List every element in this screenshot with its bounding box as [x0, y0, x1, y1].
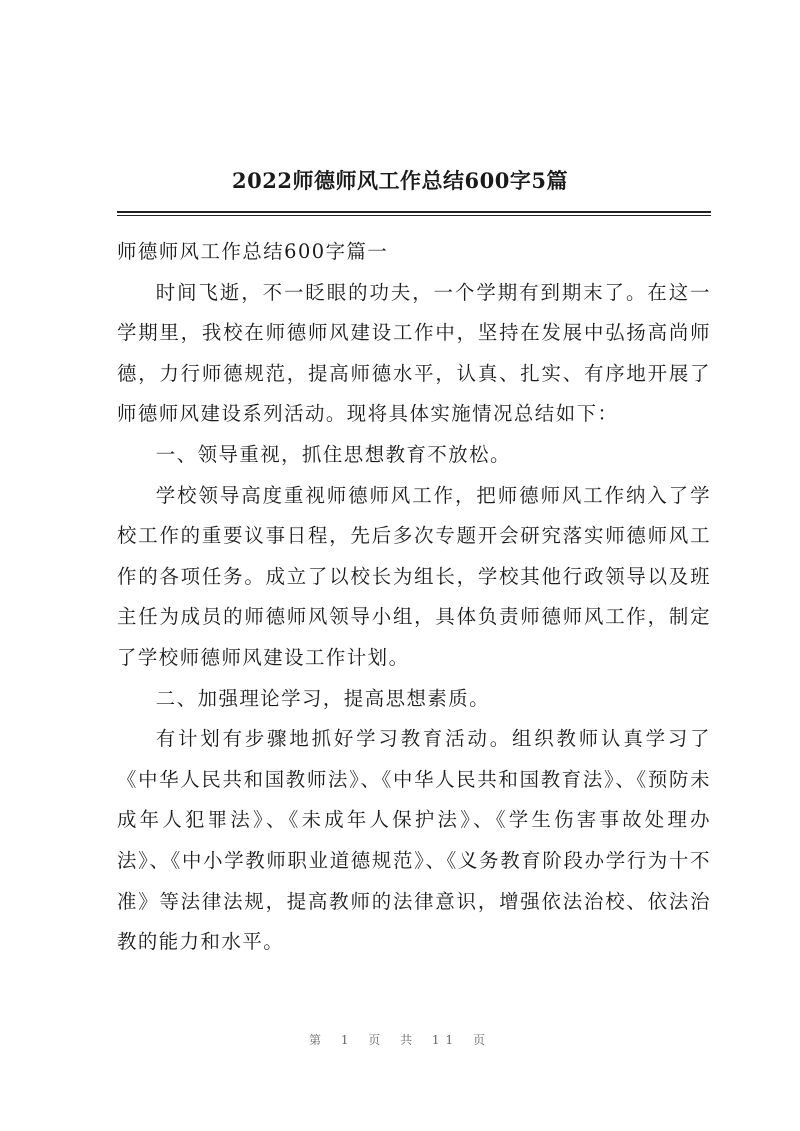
paragraph-heading-2: 二、加强理论学习，提高思想素质。 — [155, 686, 491, 710]
paragraph-study: 有计划有步骤地抓好学习教育活动。组织教师认真学习了《中华人民共和国教师法》、《中华人民共和国教育法》、《预防未成年人犯罪法》、《未成年人保护法》、《学生伤害事故处理办法》、《中小学教师职业道德规范》、《义务教育阶段办学行为十不准》等法律法规，提高教师的法律意识，增强依法治校、依法治教的能力和水平。 — [117, 727, 711, 954]
paragraph-heading-1: 一、领导重视，抓住思想教育不放松。 — [155, 442, 511, 466]
document-body — [117, 232, 711, 963]
page-number-footer: 第 1 页 共 11 页 — [309, 1033, 491, 1047]
paragraph-intro: 时间飞逝，不一眨眼的功夫，一个学期有到期末了。在这一学期里，我校在师德师风建设工作中，坚持在发展中弘扬高尚师德，力行师德规范，提高师德水平，认真、扎实、有序地开展了师德师风建设系列活动。现将具体实施情况总结如下： — [117, 280, 711, 426]
document-title: 2022师德师风工作总结600字5篇 — [232, 168, 568, 193]
title-divider — [117, 211, 711, 216]
section-heading: 师德师风工作总结600字篇一 — [117, 240, 389, 263]
paragraph-leadership: 学校领导高度重视师德师风工作，把师德师风工作纳入了学校工作的重要议事日程，先后多次专题开会研究落实师德师风工作的各项任务。成立了以校长为组长，学校其他行政领导以及班主任为成员的师德师风领导小组，具体负责师德师风工作，制定了学校师德师风建设工作计划。 — [117, 483, 711, 669]
